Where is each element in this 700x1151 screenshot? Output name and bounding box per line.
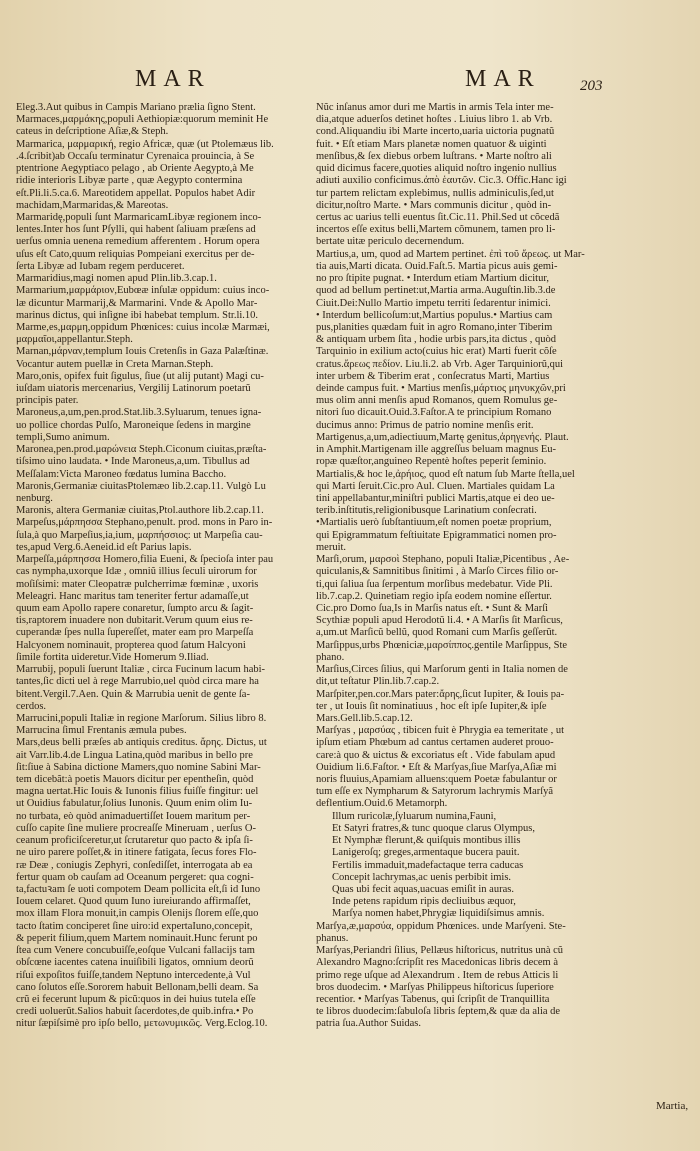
text-line: in Amphit.Martigenam ille aggreſſus beluam magnus Eu-: [316, 444, 556, 456]
text-line: Marpeſſa,μάρπησσα Homero,filia Eueni, & ſpecioſa inter pau: [16, 554, 274, 566]
text-line: tes,apud Verg.6.Aeneid.id eſt Parius lapis.: [16, 541, 192, 553]
text-line: Maronis, altera Germaniæ ciuitas,Ptol.authore lib.2.cap.11.: [16, 505, 264, 517]
text-line: Marſyas , μαρσύας , tibicen fuit è Phrygia ea temeritate , ut: [316, 725, 564, 737]
text-line: lentes.Inter hos ſunt Pſylli, qui habent ſaliuam præſens ad: [16, 224, 256, 236]
text-line: Marmaridę,populi ſunt MarmaricamLibyæ regionem inco-: [16, 211, 262, 223]
text-line: marinus dictus, qui inſigne ibi habebat templum. Str.li.10.: [16, 309, 259, 321]
text-line: Martius,a, um, quod ad Martem pertinet. ἐπὶ τοῦ ἄρεως. ut Mar-: [316, 248, 585, 260]
text-line: principis pater.: [16, 395, 79, 407]
text-line: ropæ quæſtor,anguineo Repentè hoſtes peperit ſeminio.: [316, 456, 547, 468]
text-line: Marmaces,μαρμάκης,populi Aethiopiæ:quorum meminit He: [16, 114, 269, 126]
text-line: Marrucina ſimul Frentanis æmula pubes.: [16, 725, 187, 737]
text-line: Eleg.3.Aut quibus in Campis Mariano prælia ſigno Stent.: [16, 102, 256, 113]
text-line: cuperandæ ſpes nulla ſupereſſet, mater eam pro Marpeſſa: [16, 627, 254, 639]
verse-line: Quas ubi fecit aquas,uacuas emiſit in auras.: [332, 884, 514, 895]
text-line: lib.7.cap.2. Quinetiam regio ipſa eodem nomine eſſertur.: [316, 590, 552, 602]
text-line: ait Varr.lib.4.de Lingua Latina,quòd maribus in bello pre: [16, 749, 253, 761]
text-line: mox illam Flora monuit,in campis Olenijs ſlorem eſſe,quo: [16, 908, 259, 920]
text-line: Marrucini,populi Italiæ in regione Marſorum. Silius libro 8.: [16, 712, 267, 724]
text-line: quod ad bellum pertinet:ut,Martia arma.Auguſtin.lib.3.de: [316, 285, 556, 297]
text-line: Scythiæ populi apud Herodotũ li.4. • A Marſis ſit Marſicus,: [316, 615, 563, 627]
text-line: recentior. • Marſyas Tabenus, qui ſcripſit de Tranquillita: [316, 993, 550, 1005]
text-line: Marſius,Circes ſilius, qui Marſorum genti in Italia nomen de: [316, 664, 568, 676]
text-line: adiuti auxilio conficimus.ἀπὸ ἑαυτῶν. Cic.3. Offic.Hanc igi: [316, 175, 567, 187]
text-line: dicitur,noſtro Marte. • Mars communis dicitur , quòd in-: [316, 199, 552, 211]
text-line: Martialis,& hoc le,ἀρήιος, quod eſt natum ſub Marte ſtella,uel: [316, 468, 575, 480]
text-line: Marſippus,urbs Phœniciæ,μαρσίππος.gentile Marſippus, Ste: [316, 639, 568, 651]
text-line: & antiquam urbem ſita , hodie urbis pars,ita dictus , quòd: [316, 334, 556, 346]
text-line: tur partem relictam explebimus, nullis adminiculis,ſed,ut: [316, 187, 554, 199]
text-line: Maronis,Germaniæ ciuitasPtolemæo lib.2.cap.11. Vulgò Lu: [16, 480, 266, 492]
text-line: quid dicimus facere,quoties aliquid noſtro ingenio nullius: [316, 163, 557, 175]
text-line: Maronea,pen.prod.μαρώνεια Steph.Ciconum ciuitas,præſta-: [16, 444, 267, 456]
text-line: cano ſolutos eſſe.Sororem habuit Bellonam,belli deam. Sa: [16, 981, 259, 993]
text-line: care:à quo & uictus & excoriatus eſt . Vide fabulam apud: [316, 749, 556, 761]
text-line: Meleagri. Hanc maritus tam teneriter fertur adamaſſe,ut: [16, 590, 249, 602]
text-line: bitent.Vergil.7.Aen. Quin & Marrubia uenit de gente ſa-: [16, 688, 250, 700]
text-line: terib.inſtitutis,religionibusque Larinatium conſecrati.: [316, 505, 537, 517]
text-line: ſerta Libyæ ad Iubam regem perduceret.: [16, 260, 185, 272]
text-line: templi,Sumo animum.: [16, 431, 110, 443]
verse-line: Lanigeroſq; greges,armentaque bucera pauit.: [332, 847, 520, 859]
text-line: no turbata, eò quòd animaduertiſſet Iouem maritum per-: [16, 810, 251, 822]
text-line: Vocantur autem puellæ in Creta Marnan.Steph.: [16, 358, 214, 370]
text-line: phanus.: [316, 932, 349, 944]
text-line: ter , ut Iouis ſit nominatiuus , hoc eſt ipſe Iupiter,& ipſe: [316, 700, 547, 712]
text-line: te libros duodecim:ſabuloſa libris ſeptem,& quæ da alia de: [316, 1006, 561, 1018]
text-line: dit,ut teſtatur Plin.lib.7.cap.2.: [316, 676, 440, 688]
text-line: dia,atque aduerſos detinet hoſtes . Liuius libro 1. ab Vrb.: [316, 114, 553, 126]
text-line: crũ ei fecerunt lupum & picũ:quos in dei huius tutela eſſe: [16, 993, 256, 1005]
text-line: cateus in deſcriptione Aſiæ,& Steph.: [16, 126, 169, 138]
text-line: mus olim anni menſis apud Romanos, quem Romulus ge-: [316, 395, 558, 407]
text-line: tiſsimo uino laudata. • Inde Maroneus,a,um. Tibullus ad: [16, 456, 250, 468]
text-line: cuſſo capite ſine muliere procreaſſe Mineruam , uerſus O-: [16, 822, 256, 834]
text-line: ſit:ſiue à Sabina dictione Mamers,quo nomine Sabini Mar-: [16, 761, 261, 773]
page-number: 203: [580, 78, 603, 94]
text-line: pus,planities quædam fuit in agro Romano,inter Tiberim: [316, 321, 553, 333]
text-line: Marpeſus,μάρπησσα Stephano,penult. prod. mons in Paro in-: [16, 517, 273, 529]
text-line: uerſus omnia uenena remedium afferentem . Horum opera: [16, 236, 260, 248]
text-line: deflentium.Ouid.6 Metamorph.: [316, 798, 448, 810]
text-line: riſui expoſitos fuiſſe,tandem Neptuno intercedente,à Vul: [16, 969, 251, 981]
text-line: Ciuit.Dei:Nullo Martio impetu territi ſedarentur inimici.: [316, 297, 551, 309]
text-line: primo rege uſque ad Alexandrum . Item de rebus Atticis li: [316, 969, 559, 981]
text-line: μαρμαῖοι,appellantur.Steph.: [16, 334, 133, 346]
text-line: • Interdum bellicoſum:ut,Martius populus.• Martius cam: [316, 309, 553, 321]
text-line: a,um.ut Marſicũ bellũ, quod Romani cum Marſis geſſerũt.: [316, 627, 558, 639]
verse-line: Illum ruricolæ,ſyluarum numina,Fauni,: [332, 810, 497, 822]
text-line: ceanum proficiſceretur,ut ſcrutaretur quo pacto & ipſa ſi-: [16, 835, 253, 847]
text-line: patria ſua.Author Suidas.: [316, 1018, 421, 1030]
text-line: Cic.pro Domo ſua,Is in Marſis natus eſt. • Sunt & Marſi: [316, 602, 549, 614]
text-line: meruit.: [316, 541, 347, 553]
text-line: Marme,es,μαρμη,oppidum Phœnices: cuius incolæ Marmæi,: [16, 321, 270, 333]
text-line: no pro ſtipite pugnat. • Interdum etiam Martium dicitur,: [316, 273, 550, 285]
text-line: phano.: [316, 651, 345, 663]
text-line: ſula,à quo Marpeſius,ia,ium, μαρπήσσιος: ut Marpeſia cau-: [16, 529, 263, 541]
text-line: Marſpiter,pen.cor.Mars pater:ἄρης,ſicut Iupiter, & Iouis pa-: [316, 688, 565, 700]
text-line: ipſum etiam Phœbum ad cantus certamen auderet prouo-: [316, 737, 554, 749]
text-line: fuit. • Eſt etiam Mars planetæ nomen quatuor & uiginti: [316, 138, 547, 150]
text-line: cratus.ἄρεως πεδίον. Liu.li.2. ab Vrb. Ager Tarquiniorũ,qui: [316, 358, 564, 370]
text-line: ut Ouidius fabulatur,ſolius Iunonis. Quum enim olim Iu-: [16, 798, 253, 810]
text-line: nenburg.: [16, 493, 53, 504]
right-column: [316, 102, 604, 1031]
text-line: inter urbem & Tiberim erat , conſecratus Marti, Martius: [316, 370, 550, 382]
text-line: Meſſalam:Victa Maroneo fœdatus lumina Baccho.: [16, 468, 227, 480]
text-line: machidam,Marmaridas,& Mareotas.: [16, 199, 169, 211]
text-line: cerdos.: [16, 700, 47, 712]
text-line: uo pollice chordas Pulſo, Maroneique ſedens in margine: [16, 419, 251, 431]
text-line: ti,qui ſaliua ſua ſerpentum morſibus medebatur. Vide Pli.: [316, 578, 553, 590]
text-line: Marmaridius,magi nomen apud Plin.lib.3.cap.1.: [16, 273, 217, 285]
text-line: bertate uitæ periculo decernendum.: [316, 236, 465, 248]
text-line: iuſdam uiatoris mercenarius, Vergilij Latinorum poetarũ: [16, 383, 251, 395]
text-line: ridie interioris Libyæ parte , quæ Aegypto contermina: [16, 175, 243, 187]
text-line: Ouidium li.6.Faſtor. • Eſt & Marſyas,ſiue Marſya,Aſiæ mi: [316, 761, 557, 773]
verse-line: Fertilis immaduit,madefactaque terra caducas: [332, 859, 524, 871]
text-line: ne uiro parere poſſet,& in itinere fatigata, ſecus fores Flo-: [16, 847, 257, 859]
verse-line: Et Nymphæ flerunt,& quiſquis montibus illis: [332, 835, 521, 847]
text-line: tum eſſe ex Nympharum & Satyrorum lachrymis Marſyã: [316, 786, 554, 798]
text-line: ræ Deæ , coniugis Zephyri, conſediſſet, interrogata ab ea: [16, 859, 253, 871]
text-line: tia auis,Marti dicata. Ouid.Faſt.5. Martia picus auis gemi-: [316, 260, 558, 272]
text-line: & peperit filium,quem Martem nominauit.Hunc ferunt po: [16, 932, 258, 944]
text-line: Tarquinio in exilium acto(cuius hic erat) Marti fuerit cõſe: [316, 346, 557, 358]
text-line: quiculanis,& Samnitibus ſinitimi , à Marſo Circes filio or-: [316, 566, 559, 578]
text-line: fertur quam ob cauſam ad Oceanum pergeret: qua cogni-: [16, 871, 254, 883]
text-line: nitur ſæpiſsimè pro ipſo bello, μετωνυμικῶς. Verg.Eclog.10.: [16, 1018, 268, 1030]
text-line: tacto ſtatim conciperet ſine uiro:id expertaIuno,concepit,: [16, 920, 253, 932]
catchword: Martia,: [656, 1100, 689, 1112]
text-line: Alexandro Magno:ſcripſit res Macedonicas libris decem à: [316, 957, 559, 969]
text-line: tis,raptorem inuadere non dubitarit.Verum quum eius re-: [16, 615, 253, 627]
text-line: tem dicebãt:à poetis Mauors dicitur per epentheſin, quòd: [16, 774, 254, 786]
text-line: ſimile fortita uideretur.Vide Homerum 9.Iliad.: [16, 651, 209, 663]
text-line: Martigenus,a,um,adiectiuum,Martę genitus,ἀρηγενής. Plaut.: [316, 431, 569, 443]
text-line: credi uoluerũt.Salios habuit ſacerdotes,de quib.infra.• Po: [16, 1006, 254, 1018]
text-line: ſtea cum Venere concubuiſſe,eoſque Vulcani fallacijs tam: [16, 945, 255, 957]
text-line: Marmarium,μαρμάριον,Eubœæ inſulæ oppidum: cuius inco-: [16, 285, 270, 297]
text-line: læ dicuntur Marmarij,& Marmarini. Vnde & Apollo Mar-: [16, 297, 258, 309]
verse-line: Et Satyri fratres,& tunc quoque clarus Olympus,: [332, 822, 535, 834]
text-line: Marſi,orum, μαρσοὶ Stephano, populi Italiæ,Picentibus , Ae-: [316, 554, 570, 566]
text-line: Mars.Gell.lib.5.cap.12.: [316, 712, 413, 724]
text-line: quum eam Apollo rapere conaretur, ſumpto arcu & ſagit-: [16, 602, 254, 614]
text-line: Marnan,μάρναν,templum Iouis Cretenſis in Gaza Palæſtinæ.: [16, 346, 269, 358]
verse-line: Inde petens rapidum ripis decliuibus æquor,: [332, 896, 516, 908]
text-line: deinde campus fuit. • Martius menſis,μάρτιος μηνυκχῶν,pri: [316, 383, 566, 395]
text-line: ducimus anno: Primus de patrio nomine menſis erit.: [316, 419, 534, 431]
page-header: [0, 66, 700, 102]
text-line: Iouem celaret. Quod quum Iuno iureiurando affirmaſſet,: [16, 896, 251, 908]
text-line: magna uertat.Hic Iouis & Iunonis filius fuiſſe fingitur: uel: [16, 786, 259, 798]
verse-line: Concepit lachrymas,ac uenis perbibit imis.: [332, 871, 512, 883]
text-line: moſiſsimi: mater Cleopatræ pulcherrimæ fœminæ , uxoris: [16, 578, 259, 590]
text-line: Marmarica, μαρμαρική, regio Africæ, quæ (ut Ptolemæus lib.: [16, 138, 274, 150]
text-line: Mars,deus belli præſes ab antiquis creditus. ἄρης. Dictus, ut: [16, 737, 267, 749]
text-line: ptentrione Aegyptiaco pelago , ab Oriente Aegypto,à Me: [16, 163, 254, 175]
text-line: bros duodecim. • Marſyas Philippeus hiſtoricus ſuperiore: [316, 981, 554, 993]
text-line: •Martialis uerò ſubſtantiuum,eſt nomen poetæ proprium,: [316, 517, 552, 529]
text-line: tini appellabantur,miniſtri publici Martis,atque ei deo ue-: [316, 493, 555, 504]
running-head-right: MAR: [465, 66, 541, 92]
text-line: Nũc inſanus amor duri me Martis in armis Tela inter me-: [316, 102, 554, 113]
text-line: tantes,ſic dicti uel à rege Marrubio,uel quòd circa mare ha: [16, 676, 259, 688]
text-line: Maroneus,a,um,pen.prod.Stat.lib.3.Syluarum, tenues igna-: [16, 407, 262, 419]
left-column: [16, 102, 304, 1031]
text-line: incertos eſſe exitus belli,Martem cõmunem, tamen pro li-: [316, 224, 556, 236]
text-line: uſus eſt Cato,quum reliquias Pompeiani exercitus per de-: [16, 248, 255, 260]
text-line: Marſyas,Periandri ſilius, Pellæus hiſtoricus, nutritus unà cũ: [316, 945, 564, 957]
text-line: eſt.Pli.li.5.ca.6. Mareotidem appellat. Populos habet Adir: [16, 187, 256, 199]
text-line: Halcyonem nominauit, propterea quod ſatum Halcyoni: [16, 639, 246, 651]
text-line: qui Marti ſeruit.Cic.pro Aul. Cluen. Martiales quidam La: [316, 480, 555, 492]
text-line: cond.Aliquandiu ibi Marte incerto,uaria uictoria pugnatũ: [316, 126, 555, 138]
text-line: cas nympha,uxorque Idæ , omniũ illius ſeculi uirorum for: [16, 566, 257, 578]
text-line: menſibus,& ſex diebus orbem luſtrans. • Marte noſtro ali: [316, 150, 552, 162]
text-line: certus ac uarius telli euentus ſit.Cic.11. Phil.Sed ut cõcedã: [316, 211, 560, 223]
running-head-left: MAR: [135, 66, 211, 92]
text-line: obſcœne iacentes catena inuiſibili ligatos, omnium deorũ: [16, 957, 254, 969]
text-line: Marſya,æ,μαρσύα, oppidum Phœnices. unde Marſyeni. Ste-: [316, 920, 566, 932]
text-line: .4.ſcribit)ab Occaſu terminatur Cyrenaica prouincia, à Se: [16, 150, 255, 162]
text-line: nitori ſuo dicauit.Ouid.3.Faſtor.A te principium Romano: [316, 407, 552, 419]
verse-line: Marſya nomen habet,Phrygiæ liquidiſsimus amnis.: [332, 908, 545, 920]
text-line: Maro,onis, opifex fuit ſigulus, ſiue (ut alij putant) Magi cu-: [16, 370, 264, 382]
text-line: noris fluuius,Apamiam alluens:quem Poetæ fabulantur or: [316, 774, 557, 786]
text-line: ta,factuꝛam ſe uoti compotem Deam pollicita eſt,ſi id Iuno: [16, 884, 261, 895]
text-line: Marrubij, populi ſuerunt Italiæ , circa Fucinum lacum habi-: [16, 664, 266, 676]
text-line: qui Epigrammatum feſtiuitate Epigrammatici nomen pro-: [316, 529, 557, 541]
